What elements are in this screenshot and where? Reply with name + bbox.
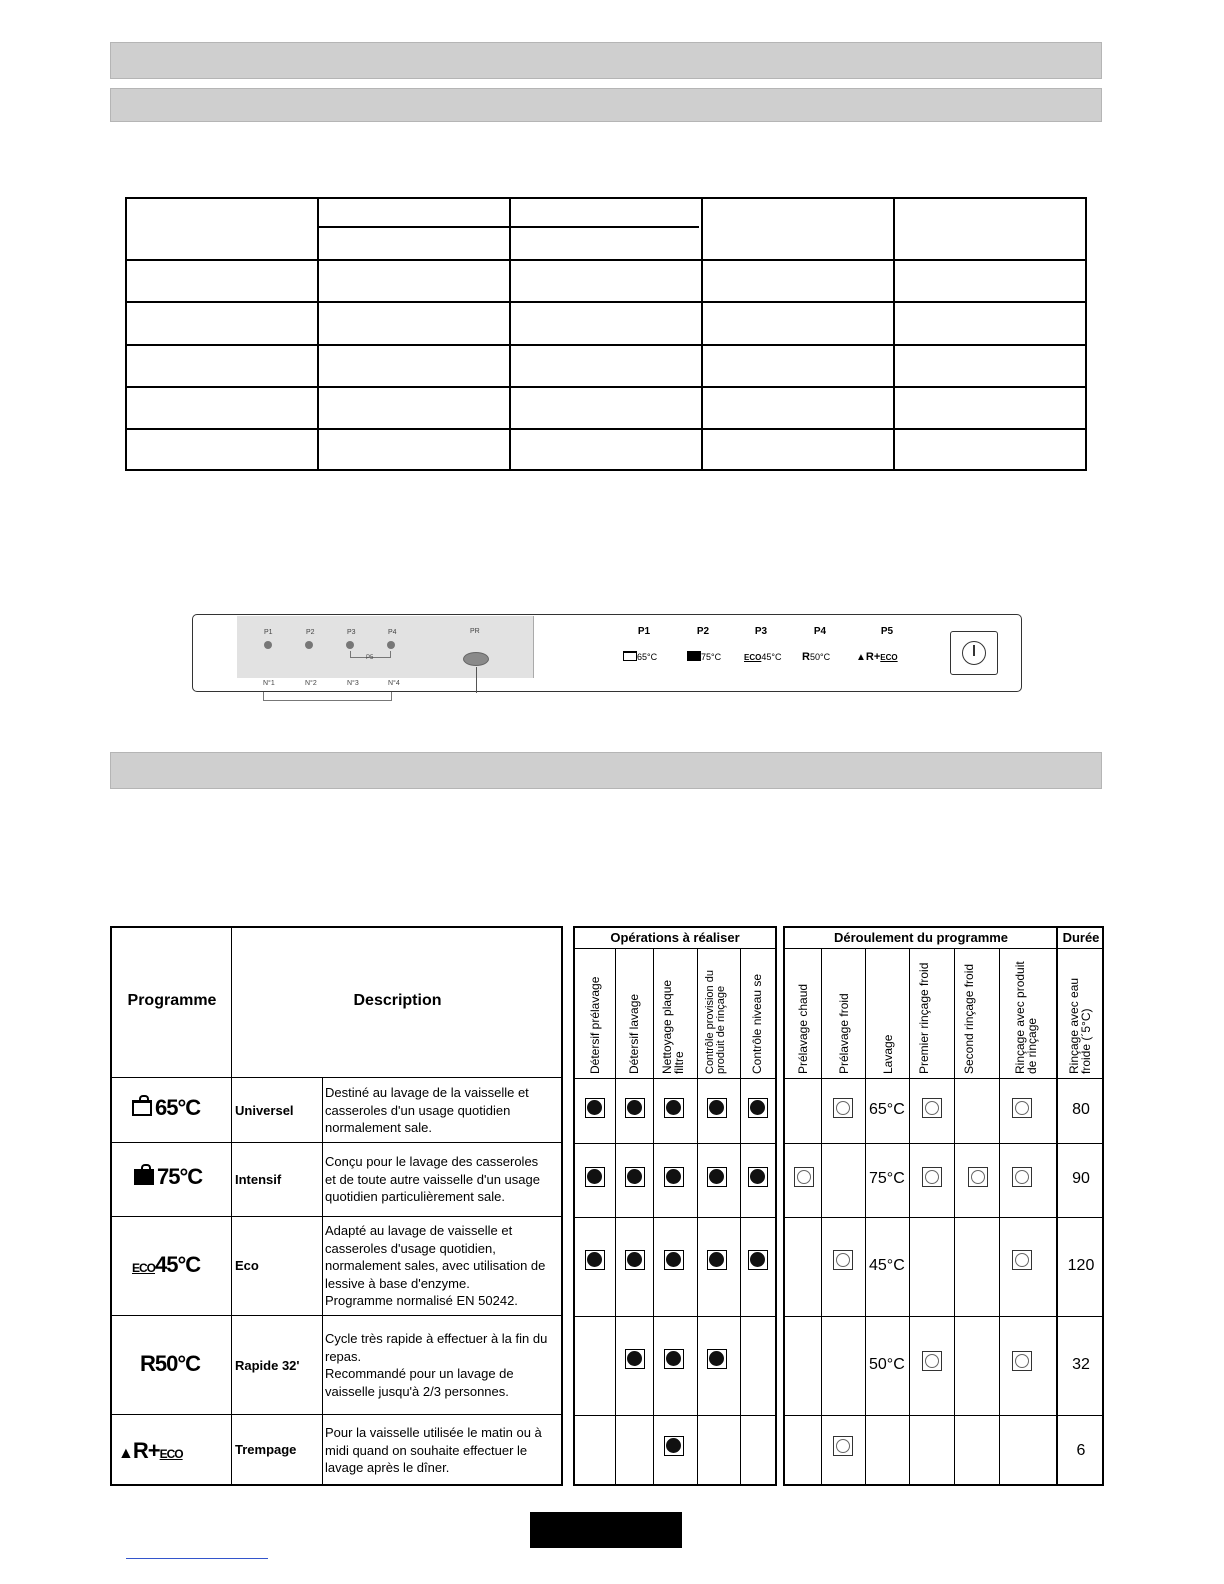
pr-label: PR [470, 628, 480, 635]
op-r3-c3 [664, 1250, 684, 1270]
r-icon: R [140, 1351, 155, 1376]
op-r1-c3 [664, 1098, 684, 1118]
r-icon: R [802, 651, 810, 663]
der-r4-rincage-produit [1012, 1351, 1032, 1371]
led-p4 [387, 641, 395, 649]
der-r1-rincage-produit [1012, 1098, 1032, 1118]
pr-button[interactable] [463, 652, 489, 666]
row-2-symbol: 75°C [134, 1164, 202, 1190]
program-symbol-p5[interactable]: ▲R+ECO [856, 651, 898, 663]
op-r1-c2 [625, 1098, 645, 1118]
op-r4-c3 [664, 1349, 684, 1369]
row-3-name: Eco [235, 1258, 259, 1273]
op-r1-c1 [585, 1098, 605, 1118]
row-5-duration: 6 [1076, 1442, 1086, 1459]
led-p1 [264, 641, 272, 649]
col-prelavage-chaud: Prélavage chaud [796, 983, 810, 1074]
op-r3-c5 [748, 1250, 768, 1270]
op-r3-c4 [707, 1250, 727, 1270]
filled-pot-icon [134, 1169, 154, 1185]
row-2-description: Conçu pour le lavage des casseroles et de toute autre vaisselle d'un usage quotidien particulièrement sale. [325, 1154, 540, 1204]
col-controle-niveau: Contrôle niveau se [750, 973, 764, 1074]
der-r1-prelavage-froid [833, 1098, 853, 1118]
number-bracket [263, 692, 392, 701]
op-r4-c4 [707, 1349, 727, 1369]
number-label-2: N°2 [305, 680, 317, 687]
power-icon [962, 641, 986, 665]
der-r2-prelavage-chaud [794, 1167, 814, 1187]
op-r2-c5 [748, 1167, 768, 1187]
program-label-p5: P5 [880, 626, 894, 637]
col-rincage-produit: Rinçage avec produit de rinçage [1013, 961, 1039, 1074]
der-r2-premier-rincage [922, 1167, 942, 1187]
program-symbol-p4[interactable]: R50°C [802, 651, 831, 663]
op-r2-c2 [625, 1167, 645, 1187]
header-operations: Opérations à réaliser [610, 930, 740, 945]
op-r1-c4 [707, 1098, 727, 1118]
row-2-name: Intensif [235, 1172, 282, 1187]
header-duree: Durée [1062, 930, 1100, 945]
section-header-bar-3 [110, 752, 1102, 789]
col-rincage-eau-froide: Rinçage avec eau froide (´5°C) [1067, 977, 1093, 1074]
number-label-1: N°1 [263, 680, 275, 687]
eco-icon: ECO [880, 653, 898, 662]
p5-bracket-label: P5 [366, 655, 374, 661]
eco-icon: ECO [159, 1447, 183, 1461]
row-4-duration: 32 [1072, 1356, 1090, 1373]
row-3-duration: 120 [1067, 1257, 1095, 1274]
section-header-bar-2 [110, 88, 1102, 122]
pot-icon [132, 1100, 152, 1116]
page-number-box [530, 1512, 682, 1548]
program-table-left [110, 926, 563, 1486]
row-1-name: Universel [235, 1103, 294, 1118]
program-label-p1: P1 [637, 626, 651, 637]
row-4-description: Cycle très rapide à effectuer à la fin du repas. Recommandé pour un lavage de vaisselle jusqu'à 2/3 personnes. [325, 1331, 548, 1399]
op-r3-c1 [585, 1250, 605, 1270]
col-controle-provision: Contrôle provision du produit de rinçage [704, 970, 727, 1074]
row-5-symbol: ▲R+ECO [118, 1438, 183, 1463]
number-label-3: N°3 [347, 680, 359, 687]
program-symbol-p3[interactable]: ECO45°C [744, 652, 782, 662]
row-3-description: Adapté au lavage de vaisselle et casseroles d'usage quotidien, normalement sales, avec utilisation de lessive à base d'enzyme. Programme normalisé EN 50242. [325, 1223, 546, 1308]
row-1-description: Destiné au lavage de la vaisselle et casseroles d'un usage quotidien normalement sale. [325, 1085, 529, 1135]
header-description: Description [353, 992, 442, 1009]
row-1-lavage-temp: 65°C [869, 1101, 905, 1118]
program-symbol-p2[interactable]: 75°C [687, 651, 721, 663]
row-4-lavage-temp: 50°C [869, 1356, 905, 1373]
der-r1-premier-rincage [922, 1098, 942, 1118]
der-r5-prelavage-froid [833, 1436, 853, 1456]
col-prelavage-froid: Prélavage froid [837, 993, 851, 1074]
row-4-name: Rapide 32' [235, 1358, 300, 1373]
soak-icon: ▲ [118, 1445, 133, 1462]
led-label-p1: P1 [264, 629, 273, 636]
program-label-p4: P4 [813, 626, 827, 637]
der-r2-rincage-produit [1012, 1167, 1032, 1187]
program-symbol-p1[interactable]: 65°C [623, 651, 657, 663]
op-r5-c3 [664, 1436, 684, 1456]
row-2-lavage-temp: 75°C [869, 1170, 905, 1187]
number-label-4: N°4 [388, 680, 400, 687]
col-detersif-lavage: Détersif lavage [627, 993, 641, 1074]
der-r4-premier-rincage [922, 1351, 942, 1371]
op-r3-c2 [625, 1250, 645, 1270]
led-label-p2: P2 [306, 629, 315, 636]
op-r2-c3 [664, 1167, 684, 1187]
led-zone [237, 616, 534, 678]
footer-link-underline [126, 1558, 268, 1559]
der-r3-prelavage-froid [833, 1250, 853, 1270]
section-header-bar-1 [110, 42, 1102, 79]
led-label-p4: P4 [388, 629, 397, 636]
eco-icon: ECO [744, 653, 762, 662]
row-3-lavage-temp: 45°C [869, 1257, 905, 1274]
led-label-p3: P3 [347, 629, 356, 636]
header-programme: Programme [127, 992, 217, 1009]
program-label-p3: P3 [754, 626, 768, 637]
control-panel-diagram [192, 614, 1022, 692]
col-premier-rincage: Premier rinçage froid [917, 962, 931, 1074]
soak-icon: ▲ [856, 652, 866, 663]
op-r2-c1 [585, 1167, 605, 1187]
header-deroulement: Déroulement du programme [833, 930, 1009, 945]
row-5-description: Pour la vaisselle utilisée le matin ou à midi quand on souhaite effectuer le lavage après le dîner. [325, 1425, 542, 1475]
row-1-duration: 80 [1072, 1101, 1090, 1118]
der-r3-rincage-produit [1012, 1250, 1032, 1270]
col-second-rincage: Second rinçage froid [962, 963, 976, 1074]
operations-table [573, 926, 777, 1486]
op-r4-c2 [625, 1349, 645, 1369]
col-detersif-prelavage: Détersif prélavage [588, 976, 602, 1074]
der-r2-second-rincage [968, 1167, 988, 1187]
filled-pot-icon [687, 651, 701, 661]
col-nettoyage-plaque: Nettoyage plaque filtre [660, 979, 686, 1074]
led-p2 [305, 641, 313, 649]
col-lavage: Lavage [881, 1034, 895, 1074]
row-2-duration: 90 [1072, 1170, 1090, 1187]
led-p3 [346, 641, 354, 649]
power-button[interactable] [950, 631, 998, 675]
pr-pointer-line [476, 667, 477, 693]
row-3-symbol: ECO45°C [132, 1252, 201, 1277]
op-r2-c4 [707, 1167, 727, 1187]
op-r1-c5 [748, 1098, 768, 1118]
deroulement-table [783, 926, 1104, 1486]
row-4-symbol: R50°C [140, 1351, 201, 1376]
pot-icon [623, 651, 637, 661]
row-5-name: Trempage [235, 1442, 297, 1457]
empty-grid-table [125, 197, 1087, 471]
program-label-p2: P2 [696, 626, 710, 637]
eco-icon: ECO [132, 1261, 156, 1275]
row-1-symbol: 65°C [132, 1095, 200, 1121]
